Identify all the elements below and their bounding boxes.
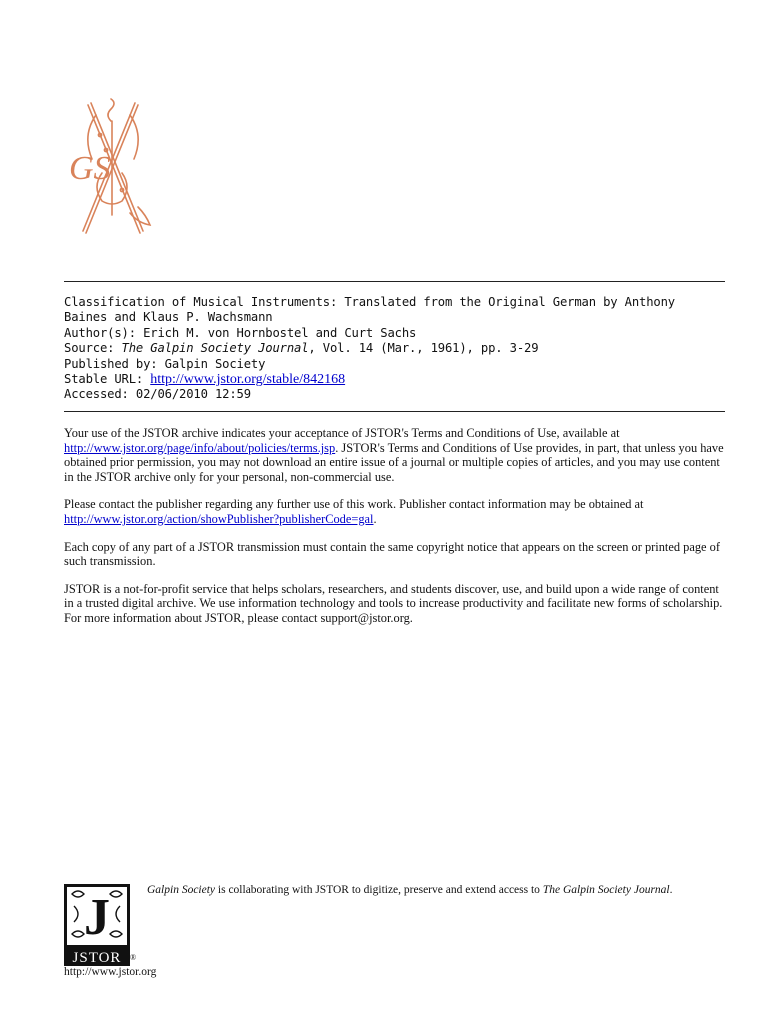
registered-mark: ®: [130, 953, 137, 962]
terms-paragraph-4: JSTOR is a not-for-profit service that helps scholars, researchers, and students discover, use, and build upon a wide range of content in a trusted digital archive. We use information technology and tools to increase productivity and facilitate new forms of scholarship. For more information about JSTOR, please contact support@jstor.org.: [64, 581, 723, 625]
terms-text: . JSTOR's Terms and Conditions of Use provides, in part, that unless you have obtained prior permission, you may not download an entire issue of a journal or multiple copies of articles, and you may use content in the JSTOR archive only for your personal, non-commercial use.: [64, 440, 724, 484]
logo-letter-g: GS: [69, 150, 111, 187]
publisher-line: [64, 357, 729, 372]
bottom-divider: [64, 411, 725, 412]
publisher-contact-text: .: [373, 511, 377, 526]
jstor-logo-icon: [64, 884, 137, 966]
authors-label: Author(s):: [64, 325, 144, 340]
publisher-label: Published by:: [64, 356, 165, 371]
publisher-contact-link[interactable]: http://www.jstor.org/action/showPublisher?publisherCode=gal: [64, 511, 374, 526]
authors-value: Erich M. von Hornbostel and Curt Sachs: [143, 325, 417, 340]
source-journal: The Galpin Society Journal: [121, 341, 309, 356]
terms-paragraph-1: [64, 426, 729, 484]
terms-of-use-link[interactable]: http://www.jstor.org/page/info/about/policies/terms.jsp: [64, 440, 336, 455]
terms-paragraph-3: Each copy of any part of a JSTOR transmission must contain the same copyright notice that appears on the screen or printed page of such transmission.: [64, 539, 720, 569]
collaboration-notice: [147, 885, 727, 896]
article-title-line-2: Baines and Klaus P. Wachsmann: [64, 310, 273, 325]
top-divider: [64, 281, 725, 282]
svg-text:J: J: [84, 889, 110, 946]
accessed-value: 02/06/2010 12:59: [135, 387, 251, 402]
publisher-value: Galpin Society: [164, 356, 266, 371]
accessed-label: Accessed:: [64, 387, 136, 402]
terms-paragraph-2: [64, 497, 729, 526]
jstor-logo-wordmark: JSTOR: [72, 950, 122, 966]
terms-text: Your use of the JSTOR archive indicates your acceptance of JSTOR's Terms and Conditions of Use, available at: [64, 426, 620, 440]
collab-society: Galpin Society: [147, 884, 216, 896]
citation-block: [64, 295, 729, 403]
collab-end: .: [669, 884, 673, 896]
source-label: Source:: [64, 341, 122, 356]
source-details: , Vol. 14 (Mar., 1961), pp. 3-29: [308, 341, 539, 356]
jstor-homepage-link[interactable]: http://www.jstor.org: [64, 966, 157, 978]
collab-text: is collaborating with JSTOR to digitize, preserve and extend access to: [215, 884, 543, 896]
accessed-line: [64, 387, 729, 402]
terms-block: [64, 426, 729, 639]
article-title-line-1: Classification of Musical Instruments: Translated from the Original German by Anthony: [64, 295, 675, 309]
stable-url-label: Stable URL:: [64, 372, 151, 387]
collab-journal: The Galpin Society Journal: [542, 884, 670, 896]
source-line: [64, 341, 729, 356]
stable-url-link[interactable]: http://www.jstor.org/stable/842168: [150, 372, 346, 388]
galpin-society-logo-icon: [60, 95, 165, 240]
publisher-contact-text: Please contact the publisher regarding any further use of this work. Publisher contact information may be obtained at: [64, 497, 644, 512]
authors-line: [64, 326, 729, 341]
stable-url-line: [64, 372, 729, 387]
